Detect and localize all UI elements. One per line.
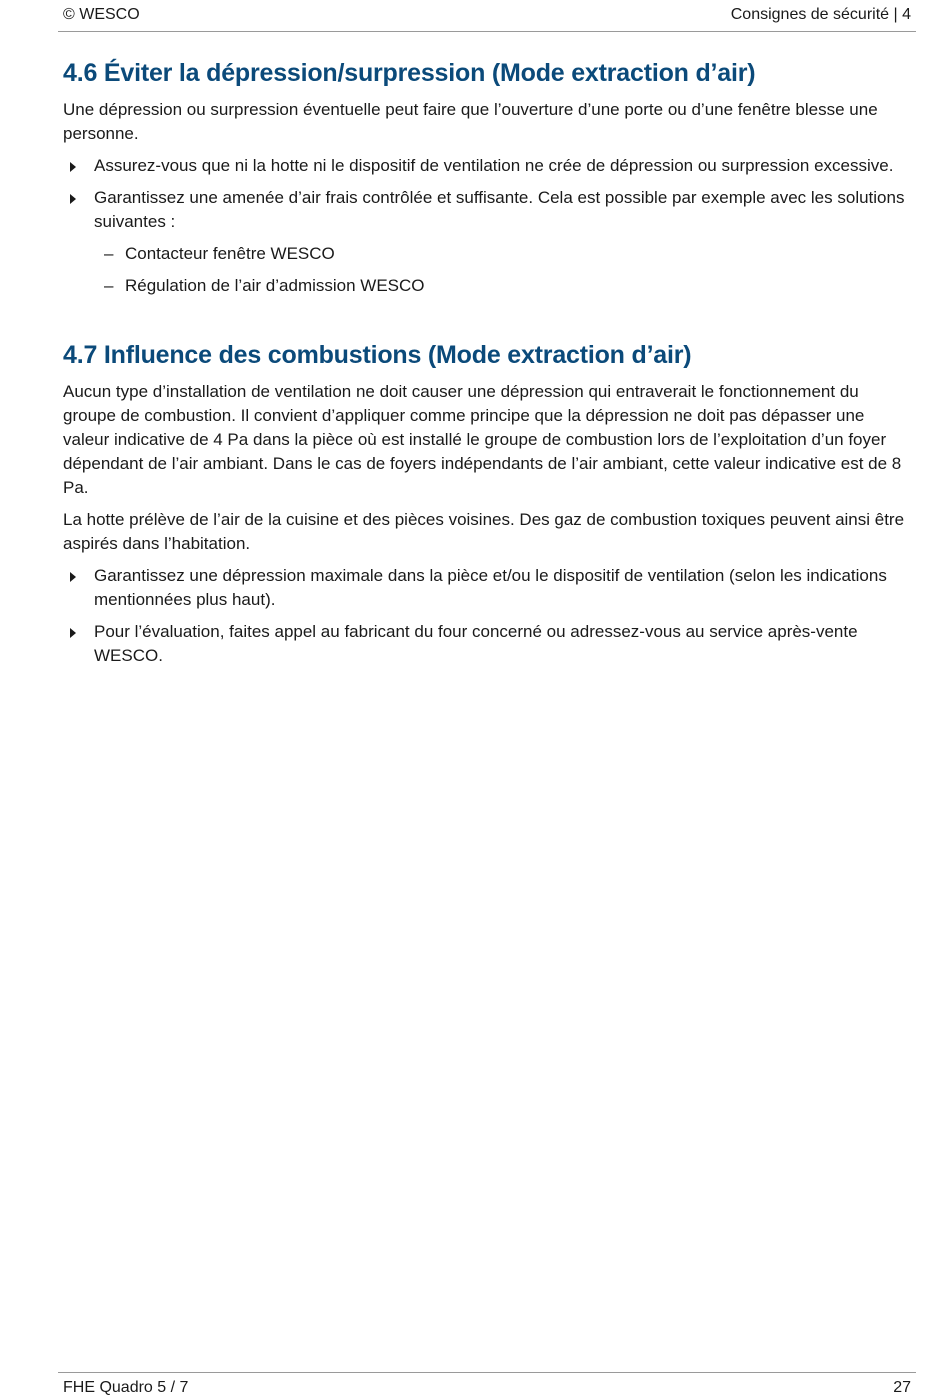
section-intro: Une dépression ou surpression éventuelle peut faire que l’ouverture d’une porte ou d’une fenêtre blesse une personne. xyxy=(63,100,878,143)
action-text: Garantissez une amenée d’air frais contrôlée et suffisante. Cela est possible par exemple avec les solutions suivantes : xyxy=(94,188,905,231)
section-title: 4.7 Influence des combustions (Mode extraction d’air) xyxy=(63,341,692,369)
section-paragraph: Aucun type d’installation de ventilation ne doit causer une dépression qui entraverait le fonctionnement du groupe de combustion. Il convient d’appliquer comme principe que la dépression ne doit pas dépasser une valeur indicative de 4 Pa dans la pièce où est installé le groupe de combustion lors de l’exploitation d’un foyer dépendant de l’air ambiant. Dans le cas de foyers indépendants de l’air ambiant, cette valeur indicative est de 8 Pa. xyxy=(63,382,902,497)
solution-item xyxy=(94,274,909,298)
solution-item xyxy=(94,242,909,266)
dash-icon: – xyxy=(104,244,114,263)
page-header xyxy=(58,0,916,32)
action-text: Garantissez une dépression maximale dans la pièce et/ou le dispositif de ventilation (selon les indications mentionnées plus haut). xyxy=(94,566,887,609)
section-title: 4.6 Éviter la dépression/surpression (Mode extraction d’air) xyxy=(63,59,756,87)
page-content xyxy=(63,56,909,676)
action-item xyxy=(63,154,909,178)
solution-text: Régulation de l’air d’admission WESCO xyxy=(125,276,425,295)
action-item xyxy=(63,186,909,298)
triangle-right-icon xyxy=(70,572,76,582)
page-number: 27 xyxy=(893,1379,911,1396)
action-list xyxy=(63,564,909,668)
action-text: Pour l’évaluation, faites appel au fabricant du four concerné ou adressez-vous au service après-vente WESCO. xyxy=(94,622,858,665)
section-4-6 xyxy=(63,56,909,298)
section-4-7 xyxy=(63,338,909,668)
triangle-right-icon xyxy=(70,162,76,172)
header-chapter: Consignes de sécurité | 4 xyxy=(730,6,911,23)
triangle-right-icon xyxy=(70,628,76,638)
action-item xyxy=(63,620,909,668)
page-footer xyxy=(58,1372,916,1398)
solution-list xyxy=(94,242,909,298)
action-item xyxy=(63,564,909,612)
action-list xyxy=(63,154,909,298)
triangle-right-icon xyxy=(70,194,76,204)
solution-text: Contacteur fenêtre WESCO xyxy=(125,244,335,263)
section-paragraph: La hotte prélève de l’air de la cuisine et des pièces voisines. Des gaz de combustion toxiques peuvent ainsi être aspirés dans l’habitation. xyxy=(63,510,905,553)
footer-model: FHE Quadro 5 / 7 xyxy=(63,1379,189,1396)
action-text: Assurez-vous que ni la hotte ni le dispositif de ventilation ne crée de dépression ou surpression excessive. xyxy=(94,156,894,175)
header-copyright: © WESCO xyxy=(63,6,140,23)
dash-icon: – xyxy=(104,276,114,295)
